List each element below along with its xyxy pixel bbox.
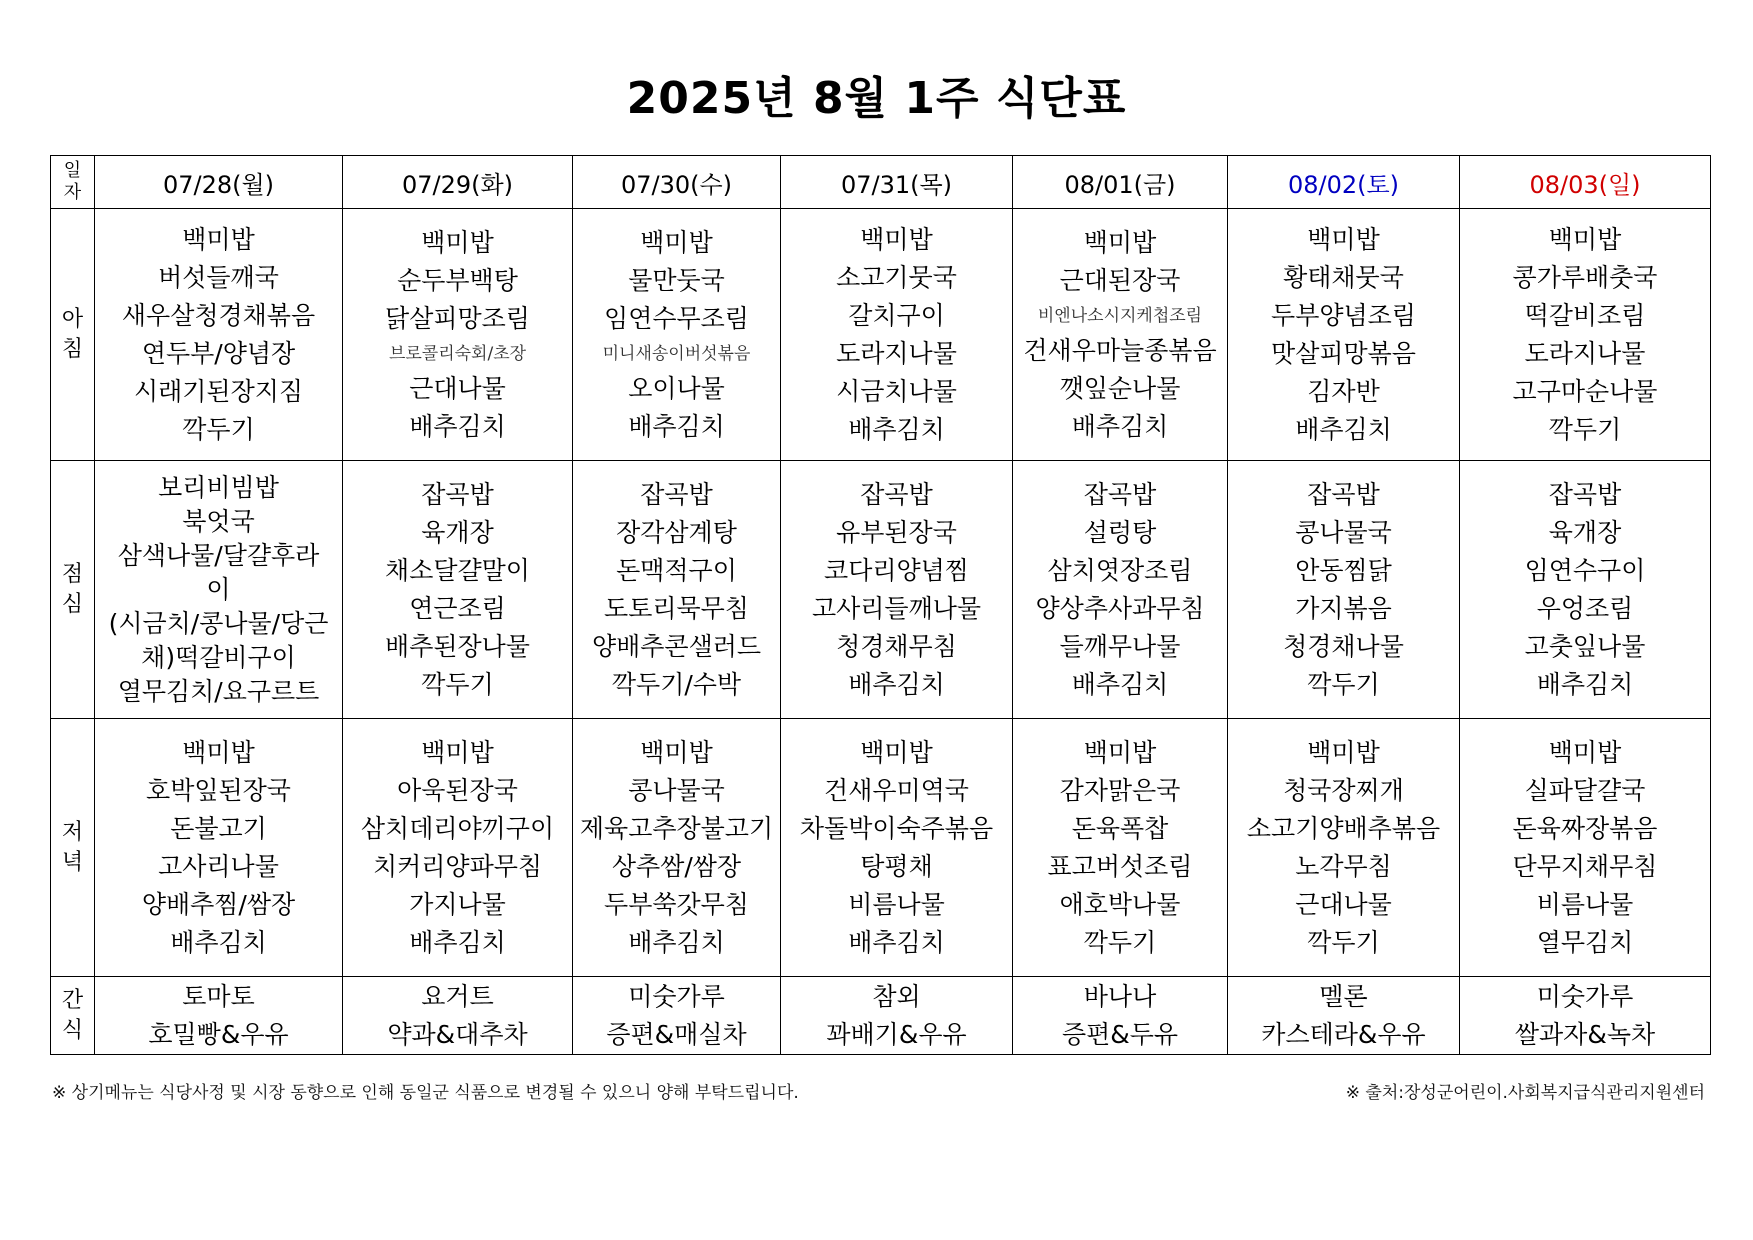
meal-label-char: 심 (61, 591, 84, 617)
menu-item: 고구마순나물 (1512, 376, 1658, 406)
menu-item: (시금치/콩나물/당근 (108, 608, 329, 638)
menu-cell (343, 209, 573, 461)
menu-item: 두부쑥갓무침 (604, 889, 749, 919)
menu-item: 육개장 (421, 517, 494, 547)
menu-item: 오이나물 (628, 373, 725, 403)
menu-item: 삼치엿장조림 (1047, 555, 1193, 585)
menu-item: 이 (206, 574, 231, 604)
menu-item: 백미밥 (640, 737, 713, 767)
menu-item: 단무지채무침 (1512, 851, 1658, 881)
menu-item: 표고버섯조림 (1047, 851, 1193, 881)
menu-item: 잡곡밥 (640, 479, 713, 509)
meal-label-char: 저 (61, 819, 84, 845)
meal-label-char: 식 (61, 1017, 84, 1043)
menu-item: 청국장찌개 (1283, 775, 1404, 805)
menu-item: 브로콜리숙회/초장 (388, 343, 527, 364)
menu-item: 연근조림 (409, 593, 506, 623)
menu-item: 건새우마늘종볶음 (1023, 335, 1217, 365)
menu-item: 제육고추장불고기 (579, 813, 774, 843)
menu-item: 콩나물국 (628, 775, 725, 805)
menu-cell (1228, 719, 1460, 977)
menu-item: 들깨무나물 (1059, 631, 1181, 661)
menu-cell (781, 719, 1013, 977)
menu-item: 새우살청경채볶음 (121, 300, 316, 330)
menu-item: 백미밥 (1307, 737, 1380, 767)
menu-item: 배추김치 (1071, 411, 1169, 441)
menu-item: 양배추콘샐러드 (591, 631, 762, 661)
menu-item-list (781, 734, 1012, 962)
menu-item: 건새우미역국 (824, 775, 969, 805)
menu-item: 물만둣국 (628, 265, 725, 295)
menu-item: 배추김치 (1295, 414, 1392, 444)
menu-item-list (1228, 978, 1459, 1054)
menu-cell (1013, 719, 1228, 977)
menu-item: 백미밥 (421, 737, 494, 767)
menu-item: 백미밥 (1307, 224, 1380, 254)
menu-item: 백미밥 (421, 227, 494, 257)
menu-cell (343, 977, 573, 1055)
menu-item-list (573, 476, 780, 704)
menu-cell (1460, 461, 1711, 719)
meal-table (50, 155, 1711, 1055)
menu-item: 멜론 (1319, 981, 1368, 1011)
menu-item: 백미밥 (1548, 224, 1622, 254)
dinner-row (51, 719, 1711, 977)
menu-item: 배추된장나물 (385, 631, 530, 661)
menu-item-list (95, 221, 342, 449)
menu-item-list (781, 476, 1012, 704)
menu-item: 돈불고기 (170, 813, 267, 843)
menu-item: 양상추사과무침 (1035, 593, 1205, 623)
menu-item: 보리비빔밥 (158, 472, 279, 502)
menu-item: 우엉조림 (1536, 593, 1634, 623)
menu-item-list (1013, 734, 1227, 962)
header-label-char: 일 (63, 160, 82, 181)
menu-item: 애호박나물 (1059, 889, 1181, 919)
menu-item: 배추김치 (409, 927, 506, 957)
date-header-label (51, 156, 95, 209)
menu-item: 잡곡밥 (1548, 479, 1622, 509)
menu-item: 깍두기 (421, 669, 494, 699)
menu-item: 순두부백탕 (397, 265, 518, 295)
menu-item: 호박잎된장국 (146, 775, 291, 805)
menu-item: 백미밥 (182, 737, 255, 767)
menu-cell (1013, 977, 1228, 1055)
menu-item: 백미밥 (640, 227, 713, 257)
menu-item: 열무김치 (1536, 927, 1634, 957)
menu-item: 소고기양배추볶음 (1246, 813, 1441, 843)
menu-item: 갈치구이 (848, 300, 945, 330)
day-header: 07/30(수) (573, 156, 781, 209)
menu-item: 안동찜닭 (1295, 555, 1392, 585)
meal-label-char: 녁 (61, 849, 84, 875)
menu-item: 돈맥적구이 (616, 555, 737, 585)
menu-item: 청경채나물 (1283, 631, 1404, 661)
menu-item-list (1460, 978, 1710, 1054)
lunch-row (51, 461, 1711, 719)
menu-cell (1460, 977, 1711, 1055)
menu-item-list (1013, 978, 1227, 1054)
menu-item: 채소달걀말이 (385, 555, 530, 585)
meal-label-char: 간 (61, 987, 84, 1013)
menu-item: 설렁탕 (1083, 517, 1157, 547)
menu-item: 카스테라&우유 (1261, 1019, 1426, 1049)
menu-item: 백미밥 (1083, 227, 1157, 257)
menu-item: 요거트 (421, 981, 494, 1011)
menu-item: 시래기된장지짐 (133, 376, 304, 406)
menu-cell (781, 977, 1013, 1055)
menu-item-list (95, 471, 342, 709)
menu-cell (1460, 209, 1711, 461)
menu-item: 깍두기 (182, 414, 255, 444)
menu-item: 임연수구이 (1524, 555, 1646, 585)
menu-cell (95, 461, 343, 719)
menu-item: 잡곡밥 (421, 479, 494, 509)
menu-item-list (95, 734, 342, 962)
menu-item: 배추김치 (1071, 669, 1169, 699)
menu-item: 맛살피망볶음 (1271, 338, 1416, 368)
menu-item: 장각삼계탕 (616, 517, 737, 547)
menu-item-list (573, 978, 780, 1054)
menu-item: 탕평채 (860, 851, 933, 881)
menu-item: 고사리들깨나물 (811, 593, 982, 623)
meal-label (51, 209, 95, 461)
menu-item: 가지볶음 (1295, 593, 1392, 623)
menu-item: 차돌박이숙주볶음 (799, 813, 994, 843)
menu-item: 노각무침 (1295, 851, 1392, 881)
menu-cell (1460, 719, 1711, 977)
menu-item-list (1228, 476, 1459, 704)
menu-item: 육개장 (1548, 517, 1622, 547)
menu-item: 깻잎순나물 (1059, 373, 1181, 403)
meal-label-char: 점 (61, 561, 84, 587)
day-header: 08/01(금) (1013, 156, 1228, 209)
header-label-char: 자 (63, 182, 82, 203)
menu-item: 황태채뭇국 (1283, 262, 1404, 292)
menu-cell (1228, 209, 1460, 461)
menu-item: 쌀과자&녹차 (1514, 1019, 1656, 1049)
menu-item-list (343, 734, 572, 962)
meal-label (51, 461, 95, 719)
footer-source: ※ 출처:장성군어린이.사회복지급식관리지원센터 (1345, 1083, 1705, 1103)
menu-item: 연두부/양념장 (141, 338, 296, 368)
menu-item: 백미밥 (860, 737, 933, 767)
menu-item: 임연수무조림 (604, 303, 749, 333)
menu-item: 치커리양파무침 (372, 851, 543, 881)
menu-item: 잡곡밥 (860, 479, 933, 509)
menu-item: 도라지나물 (836, 338, 957, 368)
menu-item: 백미밥 (1083, 737, 1157, 767)
menu-item: 시금치나물 (836, 376, 957, 406)
breakfast-row (51, 209, 1711, 461)
menu-item: 배추김치 (1536, 669, 1634, 699)
menu-item-list (573, 734, 780, 962)
menu-item: 바나나 (1083, 981, 1157, 1011)
menu-item: 북엇국 (182, 506, 255, 536)
menu-cell (573, 209, 781, 461)
menu-item: 돈육짜장볶음 (1512, 813, 1658, 843)
menu-item-list (1228, 734, 1459, 962)
menu-item: 잡곡밥 (1307, 479, 1380, 509)
menu-item: 소고기뭇국 (836, 262, 957, 292)
menu-item: 배추김치 (409, 411, 506, 441)
menu-item: 비름나물 (848, 889, 945, 919)
menu-item: 열무김치/요구르트 (117, 676, 320, 706)
menu-item: 비엔나소시지케첩조림 (1037, 305, 1203, 326)
menu-item: 근대나물 (1295, 889, 1392, 919)
menu-cell (1013, 209, 1228, 461)
menu-item-list (781, 221, 1012, 449)
meal-table-body (51, 156, 1711, 1055)
menu-cell (1228, 461, 1460, 719)
menu-item: 깍두기 (1307, 927, 1380, 957)
meal-label-char: 아 (61, 306, 84, 332)
menu-cell (573, 719, 781, 977)
day-header: 08/02(토) (1228, 156, 1460, 209)
menu-item: 잡곡밥 (1083, 479, 1157, 509)
menu-item: 깍두기 (1083, 927, 1157, 957)
menu-item-list (573, 224, 780, 446)
day-header: 08/03(일) (1460, 156, 1711, 209)
menu-item-list (1460, 734, 1710, 962)
menu-item: 미니새송이버섯볶음 (602, 343, 751, 364)
snack-row (51, 977, 1711, 1055)
day-header: 07/28(월) (95, 156, 343, 209)
menu-item: 배추김치 (848, 414, 945, 444)
menu-item: 코다리양념찜 (824, 555, 969, 585)
menu-cell (95, 719, 343, 977)
header-row (51, 156, 1711, 209)
menu-item-list (1228, 221, 1459, 449)
menu-cell (781, 461, 1013, 719)
menu-cell (1013, 461, 1228, 719)
menu-item: 증편&매실차 (606, 1019, 747, 1049)
day-header: 07/31(목) (781, 156, 1013, 209)
menu-item: 깍두기 (1548, 414, 1622, 444)
menu-item: 청경채무침 (836, 631, 957, 661)
menu-item: 토마토 (182, 981, 255, 1011)
menu-item: 도토리묵무침 (604, 593, 749, 623)
menu-item: 약과&대추차 (387, 1019, 528, 1049)
menu-cell (1228, 977, 1460, 1055)
menu-item: 가지나물 (409, 889, 506, 919)
menu-item: 떡갈비조림 (1524, 300, 1646, 330)
menu-cell (95, 977, 343, 1055)
menu-item-list (95, 978, 342, 1054)
menu-item-list (343, 978, 572, 1054)
menu-item: 감자맑은국 (1059, 775, 1181, 805)
menu-item: 비름나물 (1536, 889, 1634, 919)
menu-item: 배추김치 (848, 669, 945, 699)
menu-item-list (1013, 224, 1227, 446)
menu-item: 깍두기/수박 (611, 669, 742, 699)
menu-item: 고춧잎나물 (1524, 631, 1646, 661)
menu-item-list (343, 476, 572, 704)
menu-item: 콩나물국 (1295, 517, 1392, 547)
menu-item: 호밀빵&우유 (148, 1019, 289, 1049)
menu-item: 닭살피망조림 (385, 303, 530, 333)
footer-note: ※ 상기메뉴는 식당사정 및 시장 동향으로 인해 동일군 식품으로 변경될 수 있으니 양해 부탁드립니다. (52, 1083, 799, 1103)
menu-item: 백미밥 (860, 224, 933, 254)
menu-item: 양배추찜/쌈장 (141, 889, 296, 919)
menu-item: 김자반 (1307, 376, 1380, 406)
page-title: 2025년 8월 1주 식단표 (626, 73, 1127, 124)
meal-label-char: 침 (61, 336, 84, 362)
menu-item: 참외 (872, 981, 921, 1011)
menu-item: 근대된장국 (1059, 265, 1181, 295)
menu-item: 배추김치 (170, 927, 267, 957)
day-header: 07/29(화) (343, 156, 573, 209)
menu-item: 깍두기 (1307, 669, 1380, 699)
menu-item: 배추김치 (628, 927, 725, 957)
menu-item-list (1013, 476, 1227, 704)
menu-item-list (1460, 221, 1710, 449)
menu-item: 미숫가루 (628, 981, 725, 1011)
menu-item: 아욱된장국 (397, 775, 518, 805)
menu-item: 백미밥 (1548, 737, 1622, 767)
menu-item: 돈육폭찹 (1071, 813, 1169, 843)
menu-cell (573, 461, 781, 719)
menu-item: 고사리나물 (158, 851, 279, 881)
menu-item: 꽈배기&우유 (826, 1019, 967, 1049)
menu-item: 근대나물 (409, 373, 506, 403)
menu-item-list (781, 978, 1012, 1054)
menu-item-list (343, 224, 572, 446)
menu-item: 유부된장국 (836, 517, 957, 547)
menu-item: 증편&두유 (1061, 1019, 1179, 1049)
menu-item: 도라지나물 (1524, 338, 1646, 368)
meal-label (51, 719, 95, 977)
menu-cell (95, 209, 343, 461)
menu-cell (781, 209, 1013, 461)
menu-item: 삼색나물/달걀후라 (117, 540, 320, 570)
menu-cell (573, 977, 781, 1055)
menu-item: 백미밥 (182, 224, 255, 254)
menu-item: 삼치데리야끼구이 (360, 813, 555, 843)
menu-item: 채)떡갈비구이 (141, 642, 296, 672)
menu-item: 배추김치 (848, 927, 945, 957)
menu-item: 두부양념조림 (1271, 300, 1416, 330)
menu-item-list (1460, 476, 1710, 704)
menu-item: 콩가루배춧국 (1512, 262, 1658, 292)
menu-item: 배추김치 (628, 411, 725, 441)
menu-item: 버섯들깨국 (158, 262, 279, 292)
menu-cell (343, 719, 573, 977)
menu-cell (343, 461, 573, 719)
menu-item: 상추쌈/쌈장 (611, 851, 742, 881)
meal-label (51, 977, 95, 1055)
menu-item: 미숫가루 (1536, 981, 1634, 1011)
menu-item: 실파달걀국 (1524, 775, 1646, 805)
